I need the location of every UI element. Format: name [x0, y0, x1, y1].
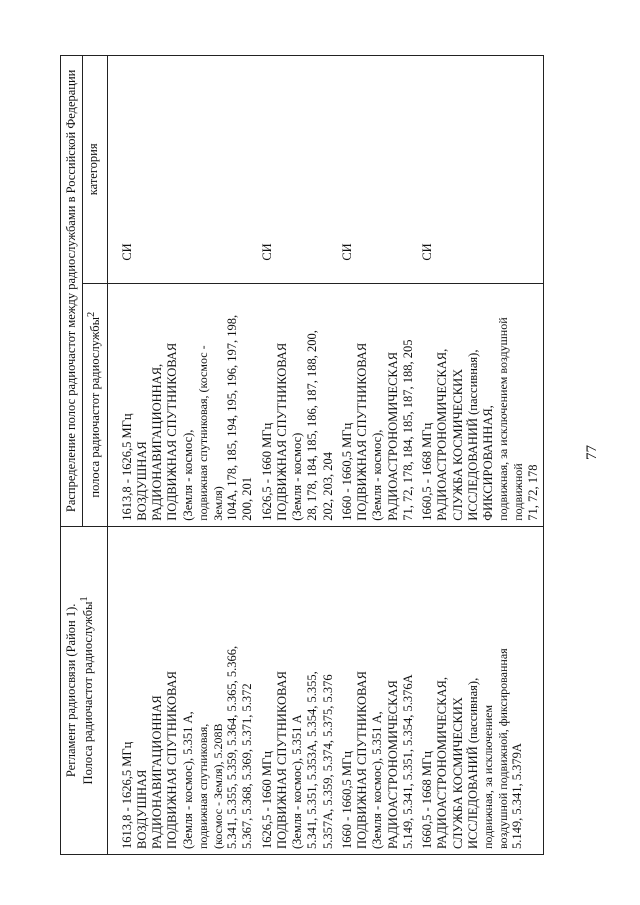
text-line: 1660,5 - 1668 МГц [420, 422, 435, 521]
text-line: (Земля - космос), 5.351 А, [370, 711, 385, 849]
header-rf-band-text: полоса радиочастот радиослужбы [88, 317, 103, 498]
text-line: ФИКСИРОВАННАЯ, [481, 405, 496, 521]
text-line: 1660 - 1660,5 МГц [339, 422, 354, 521]
text-line: РАДИОАСТРОНОМИЧЕСКАЯ [385, 680, 400, 849]
text-line: РАДИОНАВИГАЦИОННАЯ, [150, 363, 165, 521]
text-line: ПОДВИЖНАЯ СПУТНИКОВАЯ [355, 671, 370, 849]
text-line: 5.149, 5.341, 5.351, 5.354, 5.376А [400, 674, 415, 849]
text-line: 1613,8 - 1626,5 МГц [119, 741, 134, 849]
text-line: СЛУЖБА КОСМИЧЕСКИХ [450, 697, 465, 849]
cell-rf-band [107, 283, 258, 526]
footnote-ref-1: 1 [79, 596, 91, 602]
text-line: 28, 178, 184, 185, 186, 187, 188, 200, [305, 330, 320, 521]
text-line: (космос - Земля), 5.208В [210, 723, 225, 849]
text-line: 5.357А, 5.359, 5.374, 5.375, 5.376 [320, 674, 335, 849]
text-line: (Земля - космос), [370, 429, 385, 521]
cell-category: СИ [258, 56, 338, 284]
text-line: подвижная спутниковая, (космос - [195, 345, 210, 521]
text-line: Земля) [210, 486, 225, 521]
text-line: подвижная, за исключением [481, 704, 496, 849]
text-line: ПОДВИЖНАЯ СПУТНИКОВАЯ [274, 671, 289, 849]
text-line: подвижной [511, 463, 526, 521]
cell-regulation [338, 526, 418, 854]
header-regulation-line1: Регламент радиосвязи (Район 1). [64, 603, 78, 778]
text-line: (Земля - космос) [290, 432, 305, 521]
text-line: ВОЗДУШНАЯ [134, 441, 149, 521]
header-rf-band [83, 283, 107, 526]
text-line: подвижная, за исключением воздушной [496, 317, 511, 521]
cell-regulation [418, 526, 543, 854]
cell-category: СИ [338, 56, 418, 284]
text-line: 5.341, 5.355, 5.359, 5.364, 5.365, 5.366, [225, 645, 240, 849]
text-line: ПОДВИЖНАЯ СПУТНИКОВАЯ [274, 342, 289, 521]
text-line: РАДИОАСТРОНОМИЧЕСКАЯ, [435, 677, 450, 849]
cell-category: СИ [418, 56, 543, 284]
text-line: 5.367, 5.368, 5.369, 5.371, 5.372 [240, 683, 255, 849]
text-line: ВОЗДУШНАЯ [134, 769, 149, 849]
cell-category: СИ [107, 56, 258, 284]
text-line: 1626,5 - 1660 МГц [259, 422, 274, 521]
header-rf-allocation: Распределение полос радиочастот между радиослужбами в Российской Федерации [61, 56, 83, 527]
text-line: 1626,5 - 1660 МГц [259, 751, 274, 849]
cell-rf-band [418, 283, 543, 526]
text-line: 104А, 178, 185, 194, 195, 196, 197, 198, [225, 314, 240, 521]
header-regulation-line2: Полоса радиочастот радиослужбы [81, 601, 96, 785]
text-line: 1660,5 - 1668 МГц [420, 751, 435, 849]
text-line: 1660 - 1660,5 МГц [339, 751, 354, 849]
table-row [107, 56, 258, 855]
text-line: 1613,8 - 1626,5 МГц [119, 413, 134, 521]
text-line: (Земля - космос), 5.351 А [290, 714, 305, 849]
text-line: (Земля - космос), 5.351 А, [180, 711, 195, 849]
header-regulation [61, 526, 108, 854]
text-line: РАДИОАСТРОНОМИЧЕСКАЯ [385, 351, 400, 521]
table-row [418, 56, 543, 855]
cell-rf-band [338, 283, 418, 526]
text-line: воздушной подвижной, фиксированная [495, 648, 510, 849]
text-line: ИССЛЕДОВАНИЙ (пассивная), [465, 677, 480, 849]
table-row [338, 56, 418, 855]
cell-rf-band [258, 283, 338, 526]
page-number: 77 [584, 445, 600, 460]
table-row [258, 56, 338, 855]
text-line: 71, 72, 178 [525, 464, 540, 521]
cell-regulation [258, 526, 338, 854]
footnote-ref-2: 2 [86, 311, 98, 317]
text-line: 71, 72, 178, 184, 185, 187, 188, 205 [400, 339, 415, 521]
text-line: РАДИОАСТРОНОМИЧЕСКАЯ, [435, 348, 450, 521]
text-line: РАДИОНАВИГАЦИОННАЯ [150, 695, 165, 849]
header-category: категория [83, 56, 107, 284]
text-line: ИССЛЕДОВАНИЙ (пассивная), [465, 349, 480, 521]
cell-regulation [107, 526, 258, 854]
text-line: 202, 203, 204 [320, 451, 335, 521]
text-line: СЛУЖБА КОСМИЧЕСКИХ [450, 368, 465, 521]
text-line: ПОДВИЖНАЯ СПУТНИКОВАЯ [165, 342, 180, 521]
text-line: (Земля - космос), [180, 429, 195, 521]
text-line: 5.149, 5.341, 5.379А [510, 743, 525, 849]
text-line: подвижная спутниковая, [195, 723, 210, 849]
text-line: ПОДВИЖНАЯ СПУТНИКОВАЯ [355, 342, 370, 521]
frequency-allocation-table [60, 55, 544, 855]
text-line: 200, 201 [240, 476, 255, 521]
text-line: 5.341, 5.351, 5.353А, 5.354, 5.355, [305, 671, 320, 849]
text-line: ПОДВИЖНАЯ СПУТНИКОВАЯ [165, 671, 180, 849]
